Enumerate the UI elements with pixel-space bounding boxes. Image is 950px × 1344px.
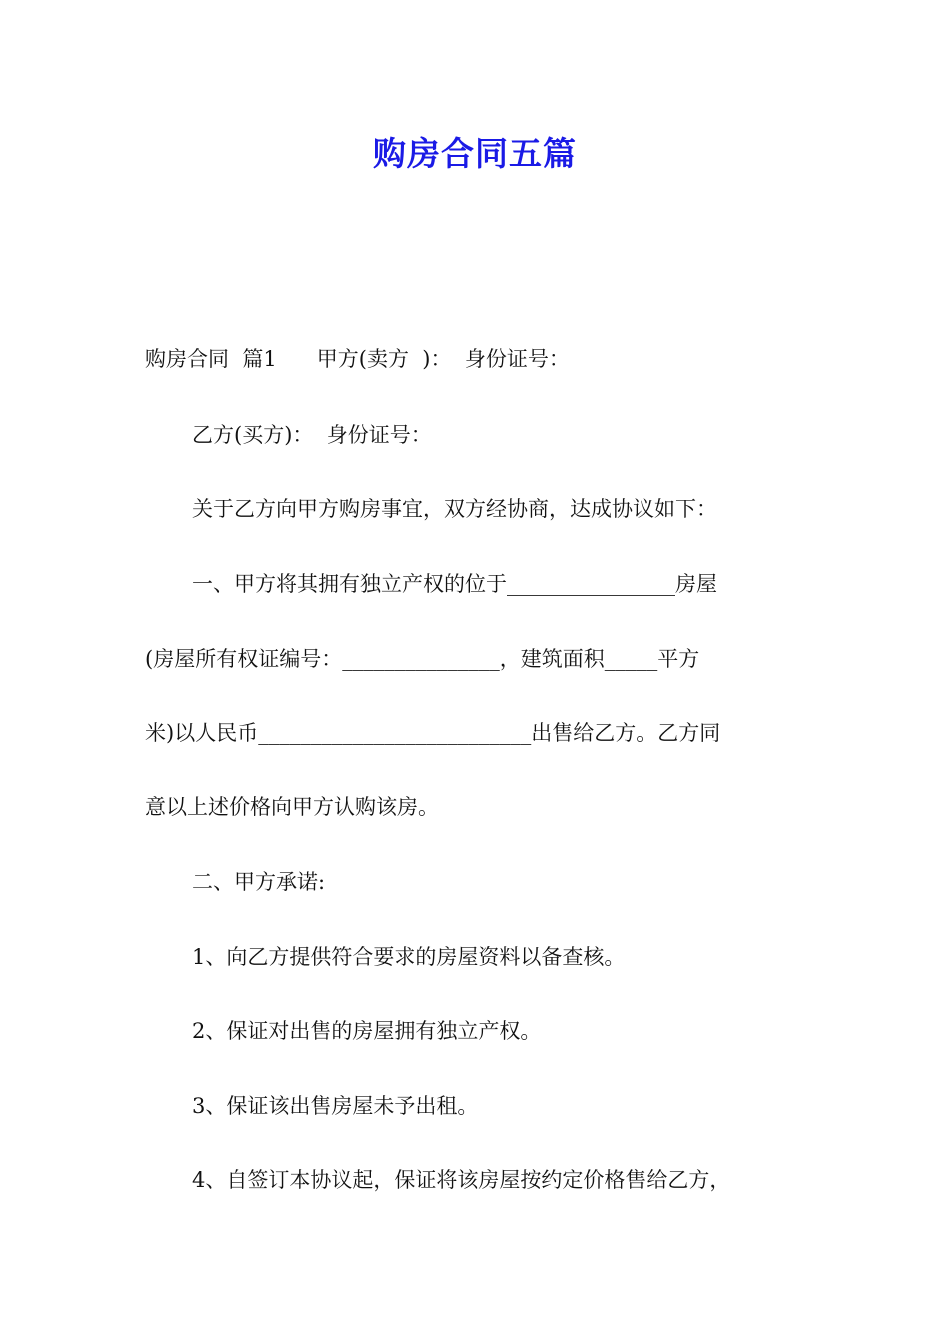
clause-one-line-4: 意以上述价格向甲方认购该房。	[145, 795, 439, 819]
clause-one-line-3: 米)以人民币__________________________出售给乙方。乙方同	[145, 721, 721, 745]
clause-two-heading: 二、甲方承诺:	[192, 870, 326, 894]
clause-two-item-1: 1、向乙方提供符合要求的房屋资料以备查核。	[192, 945, 626, 969]
clause-two-item-2: 2、保证对出售的房屋拥有独立产权。	[192, 1019, 542, 1043]
clause-one-line-2: (房屋所有权证编号：_______________，建筑面积_____平方	[145, 647, 700, 671]
agreement-intro-line: 关于乙方向甲方购房事宜，双方经协商，达成协议如下：	[192, 497, 717, 521]
clause-two-item-3: 3、保证该出售房屋未予出租。	[192, 1094, 479, 1118]
contract-heading-line: 购房合同 篇1 甲方(卖方 )： 身份证号：	[145, 347, 570, 371]
clause-two-item-4: 4、自签订本协议起，保证将该房屋按约定价格售给乙方，	[192, 1168, 731, 1192]
document-title: 购房合同五篇	[373, 134, 577, 173]
clause-one-line-1: 一、甲方将其拥有独立产权的位于________________房屋	[192, 572, 717, 596]
party-b-line: 乙方(买方)： 身份证号：	[192, 423, 432, 447]
